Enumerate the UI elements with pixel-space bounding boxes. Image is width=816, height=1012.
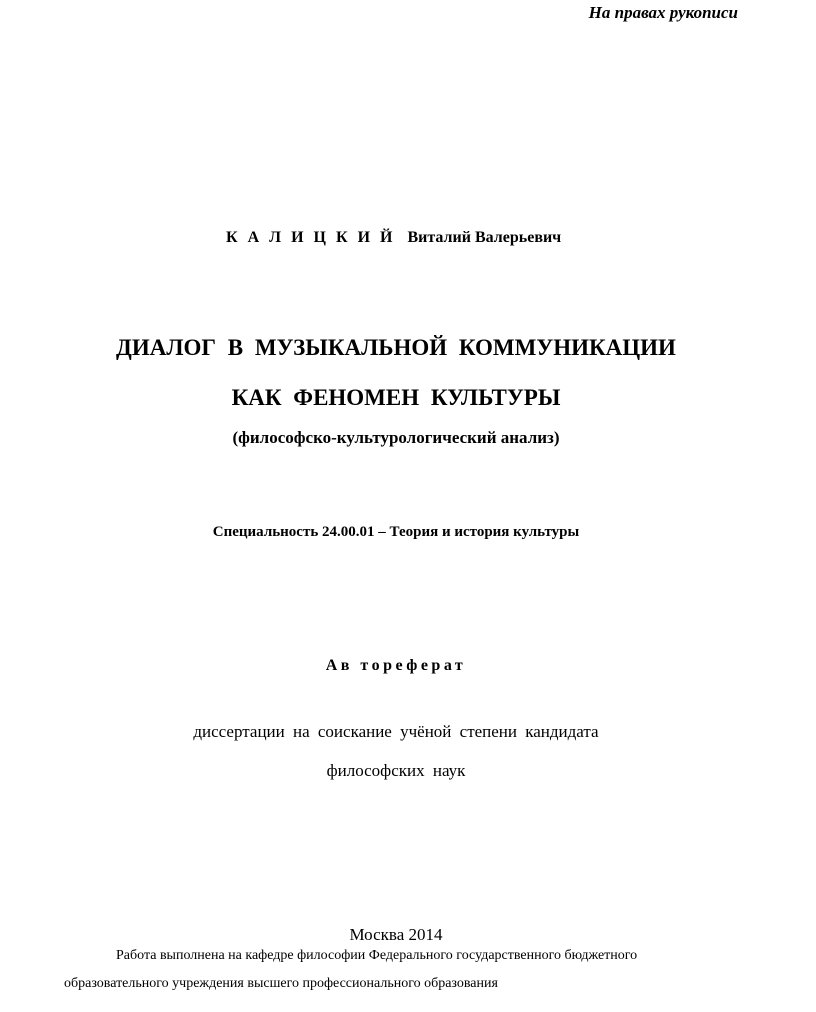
footer-note-line-1: Работа выполнена на кафедре философии Федерального государственного бюджетного xyxy=(116,948,638,963)
rights-reserved-note: На правах рукописи xyxy=(588,3,738,22)
degree-line-2: философских наук xyxy=(326,761,466,780)
document-type: Ав тореферат xyxy=(325,657,467,674)
city-year: Москва 2014 xyxy=(349,925,443,944)
specialty-line: Специальность 24.00.01 – Теория и история культуры xyxy=(212,524,580,540)
degree-line-1: диссертации на соискание учёной степени кандидата xyxy=(193,722,599,741)
title-line-1: ДИАЛОГ В МУЗЫКАЛЬНОЙ КОММУНИКАЦИИ xyxy=(116,335,676,360)
title-subtitle: (философско-культурологический анализ) xyxy=(232,428,560,447)
title-line-2: КАК ФЕНОМЕН КУЛЬТУРЫ xyxy=(231,385,561,410)
author-name xyxy=(226,229,561,247)
author-given-names: Виталий Валерьевич xyxy=(407,229,562,246)
author-surname: К А Л И Ц К И Й xyxy=(226,229,396,246)
footer-note-line-2: образовательного учреждения высшего профессионального образования xyxy=(64,976,498,991)
